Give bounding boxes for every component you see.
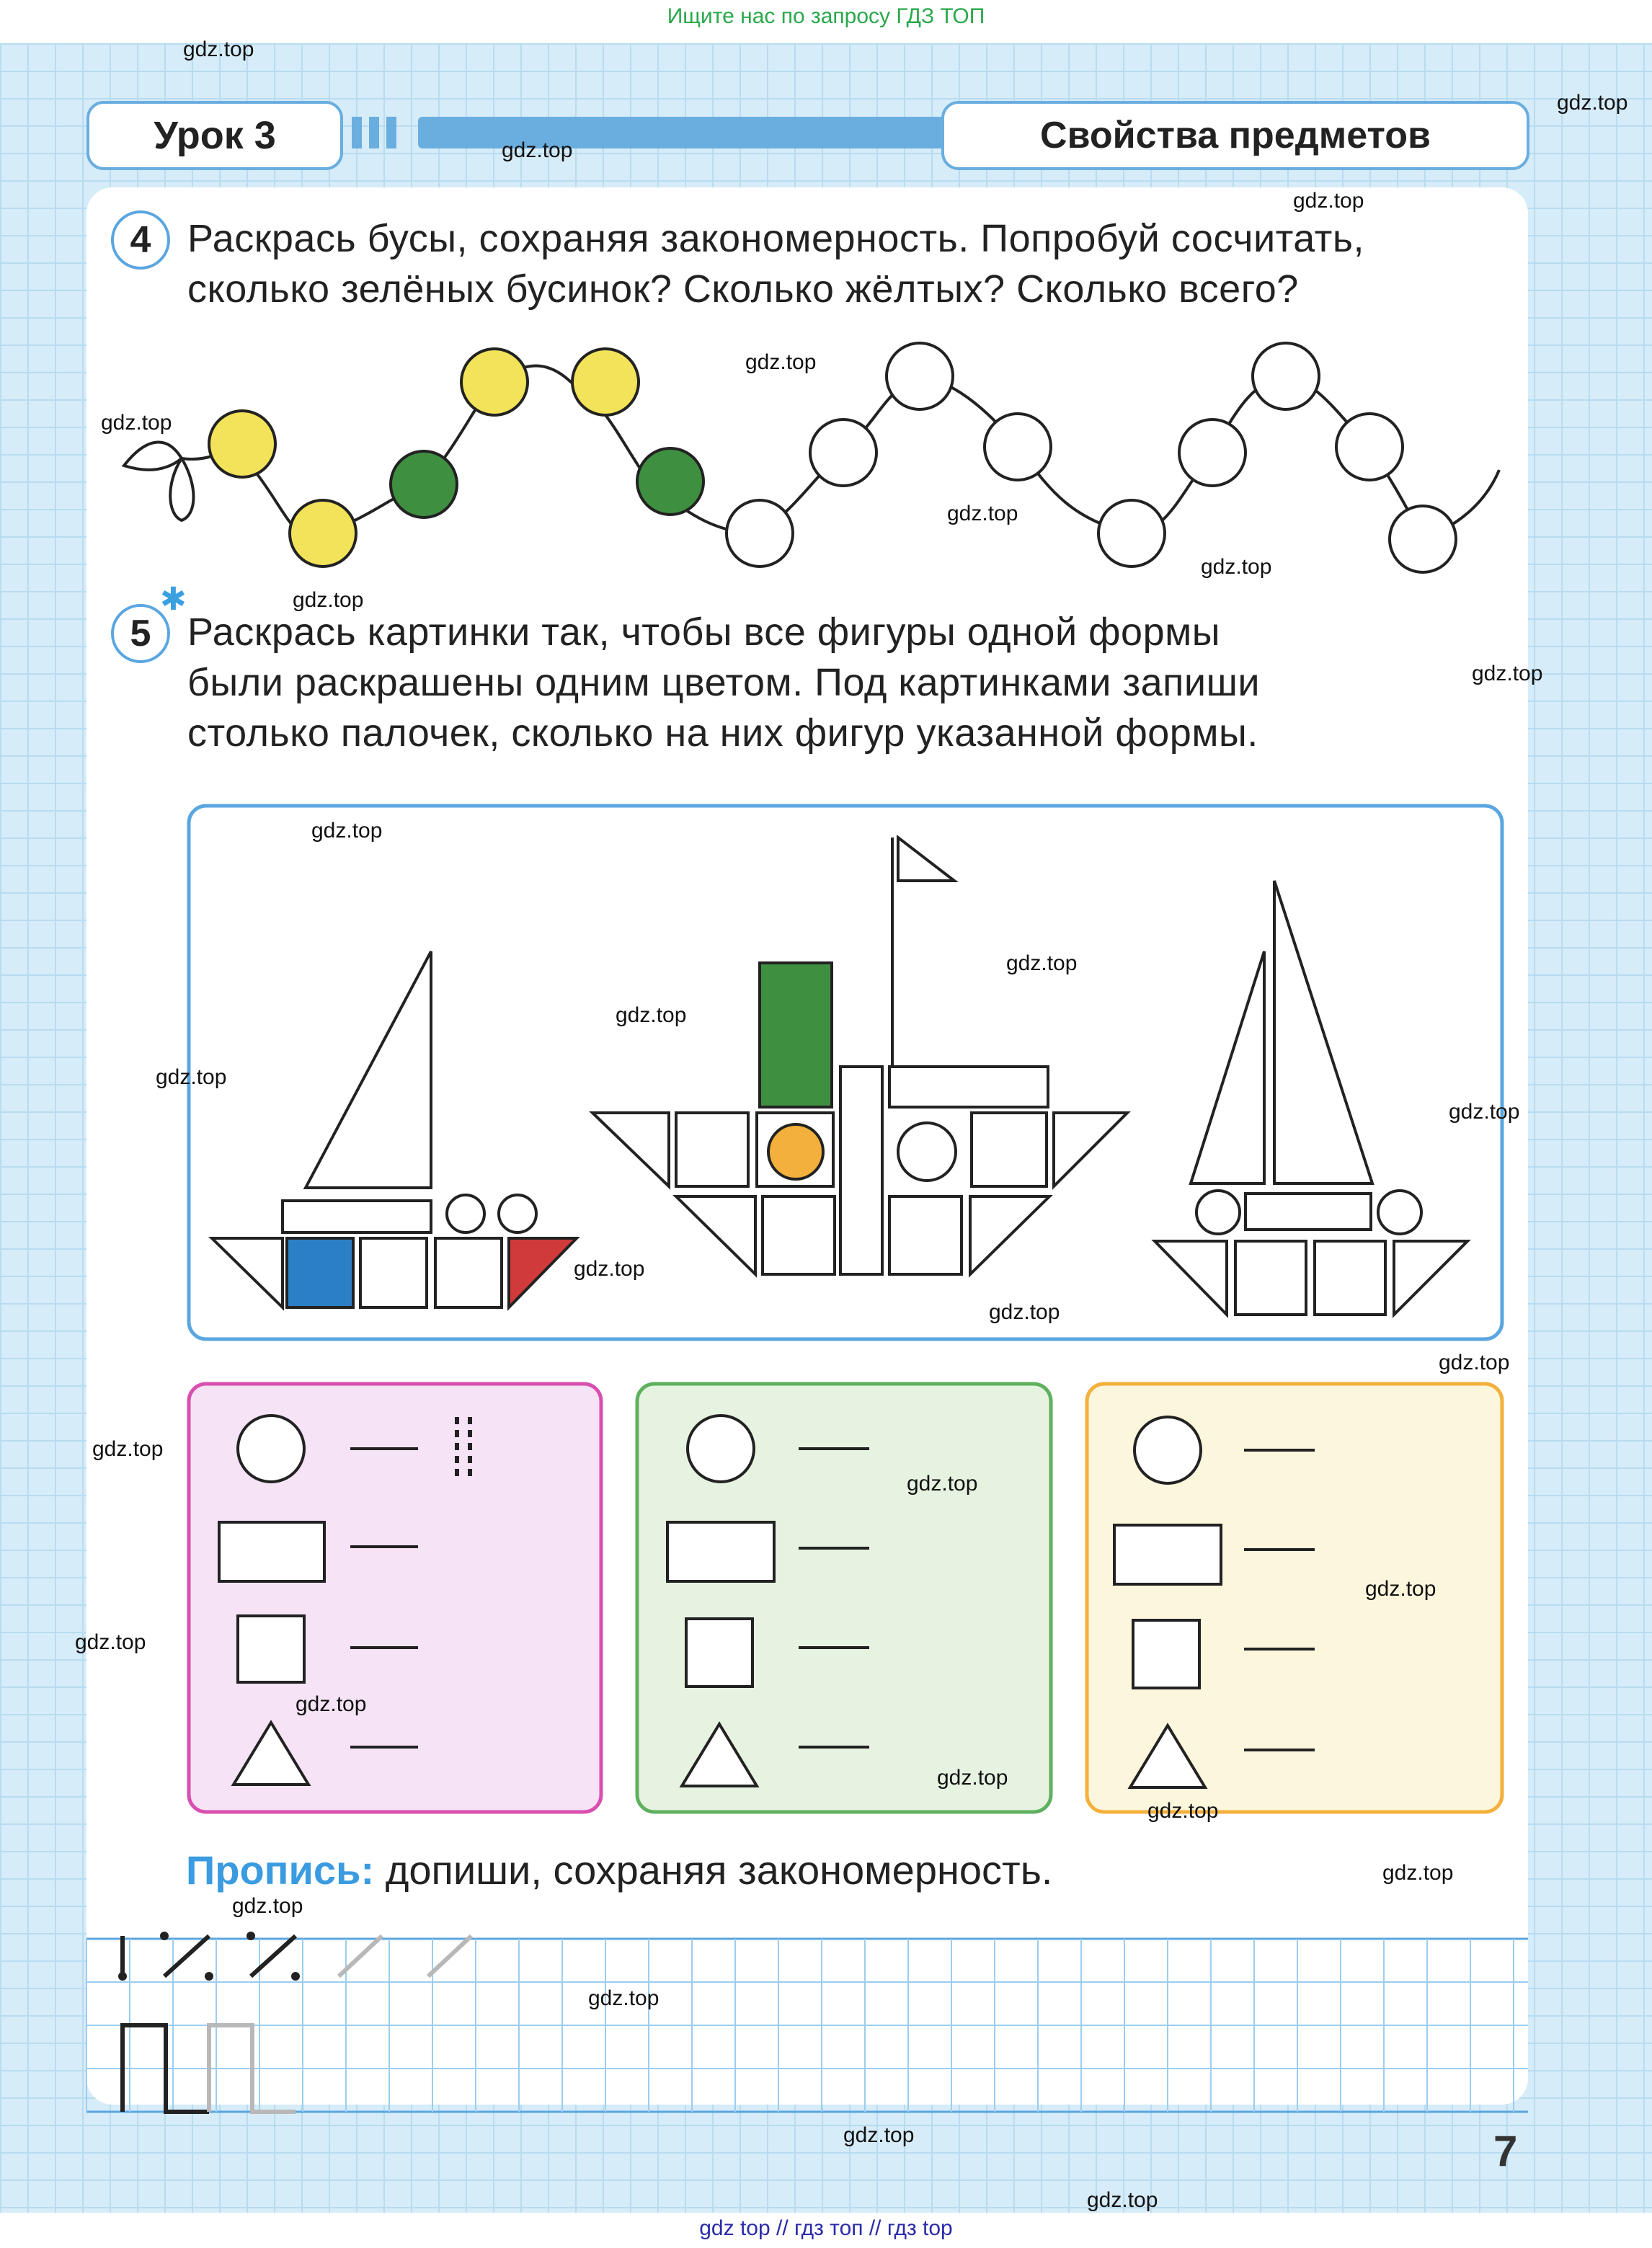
rectangle-shape-icon <box>667 1522 774 1581</box>
task-5-line-1: Раскрась картинки так, чтобы все фигуры одной формы <box>187 610 1221 654</box>
bead-yellow <box>209 411 275 477</box>
rectangle-shape-icon <box>219 1522 324 1581</box>
propis-label: Пропись: <box>186 1847 375 1893</box>
watermark-label: gdz.top <box>907 1472 978 1496</box>
mast-rectangle <box>840 1067 882 1274</box>
task-4-number: 4 <box>111 210 170 270</box>
hull-square <box>1315 1241 1385 1315</box>
bead-empty <box>985 414 1051 480</box>
watermark-label: gdz.top <box>1147 1799 1219 1823</box>
bead-empty <box>1336 414 1403 480</box>
task-5-line-3: столько палочек, сколько на них фигур указанной формы. <box>187 711 1258 755</box>
watermark-label: gdz.top <box>574 1257 645 1281</box>
chimney-rectangle-green <box>760 963 832 1107</box>
bead-empty <box>1098 500 1165 567</box>
watermark-label: gdz.top <box>1472 662 1543 685</box>
watermark-label: gdz.top <box>1382 1861 1454 1885</box>
beads <box>209 343 1456 572</box>
watermark-label: gdz.top <box>1439 1351 1510 1374</box>
watermark-label: gdz.top <box>616 1003 687 1027</box>
watermark-label: gdz.top <box>311 819 383 843</box>
bead-empty <box>1390 506 1456 572</box>
count-card-green <box>637 1384 1051 1812</box>
bead-empty <box>1179 419 1245 486</box>
watermark-label: gdz.top <box>1557 91 1628 115</box>
watermark-label: gdz.top <box>1365 1577 1436 1601</box>
circle-shape-icon <box>238 1416 304 1482</box>
watermark-label: gdz.top <box>989 1300 1060 1324</box>
bead-green <box>391 451 457 517</box>
asterisk-icon: ✱ <box>160 582 187 617</box>
square-shape-icon <box>686 1619 752 1687</box>
page-number: 7 <box>1493 2127 1518 2175</box>
watermark-label: gdz.top <box>101 411 172 435</box>
watermark-label: gdz.top <box>1087 2188 1158 2212</box>
watermark-label: gdz.top <box>75 1630 146 1654</box>
hull-square <box>676 1113 748 1186</box>
square-shape-icon <box>238 1616 304 1682</box>
hull-square <box>972 1113 1047 1186</box>
bead-empty <box>727 500 793 567</box>
deck-rectangle <box>1245 1194 1371 1230</box>
bead-yellow <box>290 500 356 567</box>
circle-shape-icon <box>1134 1417 1201 1483</box>
watermark-label: gdz.top <box>947 502 1018 525</box>
topic-title: Свойства предметов <box>941 101 1529 170</box>
porthole-circle <box>1196 1191 1240 1234</box>
watermark-label: gdz.top <box>1293 189 1364 213</box>
watermark-label: gdz.top <box>1006 951 1078 975</box>
watermark-label: gdz.top <box>745 350 817 374</box>
watermark-label: gdz.top <box>296 1692 367 1716</box>
watermark-label: gdz.top <box>92 1437 164 1461</box>
hull-square-lower <box>763 1196 835 1274</box>
hull-square-lower <box>889 1196 962 1274</box>
writing-grid-cells <box>86 1939 1528 2112</box>
porthole-circle <box>898 1123 956 1181</box>
task-4-line-1: Раскрась бусы, сохраняя закономерность. Попробуй сосчитать, <box>187 217 1364 260</box>
watermark-label: gdz.top <box>232 1894 303 1918</box>
porthole-circle <box>499 1195 536 1232</box>
bottom-banner[interactable]: gdz top // гдз топ // гдз top <box>699 2216 953 2240</box>
watermark-label: gdz.top <box>183 37 254 61</box>
lesson-title: Урок 3 <box>86 101 343 170</box>
porthole-circle <box>1378 1191 1421 1234</box>
bead-green <box>637 448 703 515</box>
watermark-label: gdz.top <box>502 138 573 162</box>
propis-instruction <box>186 1847 1052 1893</box>
rectangle-shape-icon <box>1114 1525 1221 1584</box>
hull-square <box>1235 1241 1306 1315</box>
porthole-circle-yellow <box>768 1124 823 1179</box>
watermark-label: gdz.top <box>293 588 364 612</box>
count-card-pink <box>189 1384 601 1812</box>
cabin-rectangle <box>889 1067 1048 1107</box>
hull-square <box>360 1238 427 1307</box>
circle-shape-icon <box>688 1416 754 1482</box>
watermark-label: gdz.top <box>588 1986 660 2010</box>
top-banner[interactable]: Ищите нас по запросу ГДЗ ТОП <box>667 4 985 28</box>
watermark-label: gdz.top <box>1449 1100 1520 1124</box>
task-4-line-2: сколько зелёных бусинок? Сколько жёлтых? Сколько всего? <box>187 267 1299 311</box>
watermark-label: gdz.top <box>156 1065 227 1089</box>
bead-yellow <box>572 349 639 415</box>
bead-yellow <box>461 349 528 415</box>
bead-empty <box>810 419 876 486</box>
bead-empty <box>887 343 953 409</box>
watermark-label: gdz.top <box>1201 555 1272 579</box>
deck-rectangle <box>283 1201 431 1232</box>
count-card-yellow <box>1087 1384 1502 1812</box>
porthole-circle <box>447 1195 484 1232</box>
propis-text: допиши, сохраняя закономерность. <box>385 1847 1053 1893</box>
watermark-label: gdz.top <box>937 1766 1008 1790</box>
watermark-label: gdz.top <box>843 2123 915 2147</box>
bead-empty <box>1253 343 1319 409</box>
square-shape-icon <box>1133 1620 1199 1688</box>
hull-square-blue <box>287 1238 353 1307</box>
task-5-line-2: были раскрашены одним цветом. Под картинками запиши <box>187 661 1261 704</box>
hull-square <box>435 1238 502 1307</box>
task-5-number: 5 <box>111 604 170 663</box>
